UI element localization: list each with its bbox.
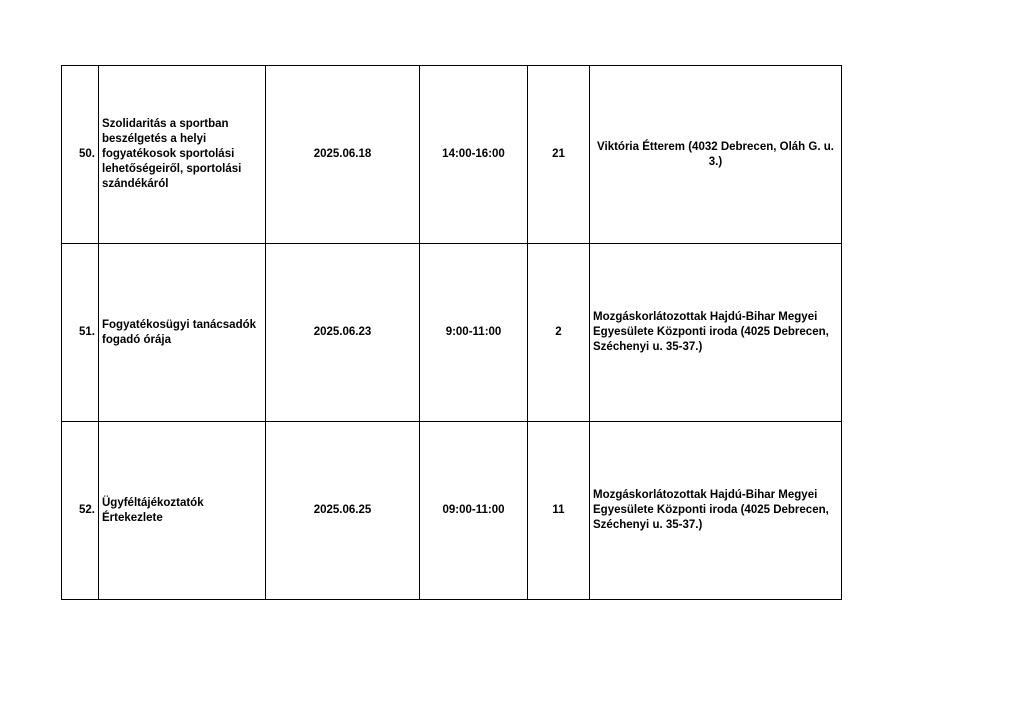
table-row xyxy=(62,244,842,422)
schedule-table xyxy=(61,65,842,600)
participant-count: 11 xyxy=(528,422,590,600)
row-number: 52. xyxy=(62,422,99,600)
event-title: Szolidaritás a sportban beszélgetés a helyi fogyatékosok sportolási lehetőségeiről, sportolási szándékáról xyxy=(99,66,266,244)
event-date: 2025.06.23 xyxy=(266,244,420,422)
event-date: 2025.06.25 xyxy=(266,422,420,600)
table-row xyxy=(62,66,842,244)
event-venue: Mozgáskorlátozottak Hajdú-Bihar Megyei Egyesülete Központi iroda (4025 Debrecen, Széchenyi u. 35-37.) xyxy=(590,244,842,422)
event-title: Fogyatékosügyi tanácsadók fogadó órája xyxy=(99,244,266,422)
event-time: 09:00-11:00 xyxy=(420,422,528,600)
event-venue: Mozgáskorlátozottak Hajdú-Bihar Megyei Egyesülete Központi iroda (4025 Debrecen, Széchenyi u. 35-37.) xyxy=(590,422,842,600)
event-time: 14:00-16:00 xyxy=(420,66,528,244)
participant-count: 21 xyxy=(528,66,590,244)
event-venue: Viktória Étterem (4032 Debrecen, Oláh G. u. 3.) xyxy=(590,66,842,244)
participant-count: 2 xyxy=(528,244,590,422)
row-number: 51. xyxy=(62,244,99,422)
table-row xyxy=(62,422,842,600)
event-date: 2025.06.18 xyxy=(266,66,420,244)
event-time: 9:00-11:00 xyxy=(420,244,528,422)
event-title: Ügyféltájékoztatók Értekezlete xyxy=(99,422,266,600)
row-number: 50. xyxy=(62,66,99,244)
